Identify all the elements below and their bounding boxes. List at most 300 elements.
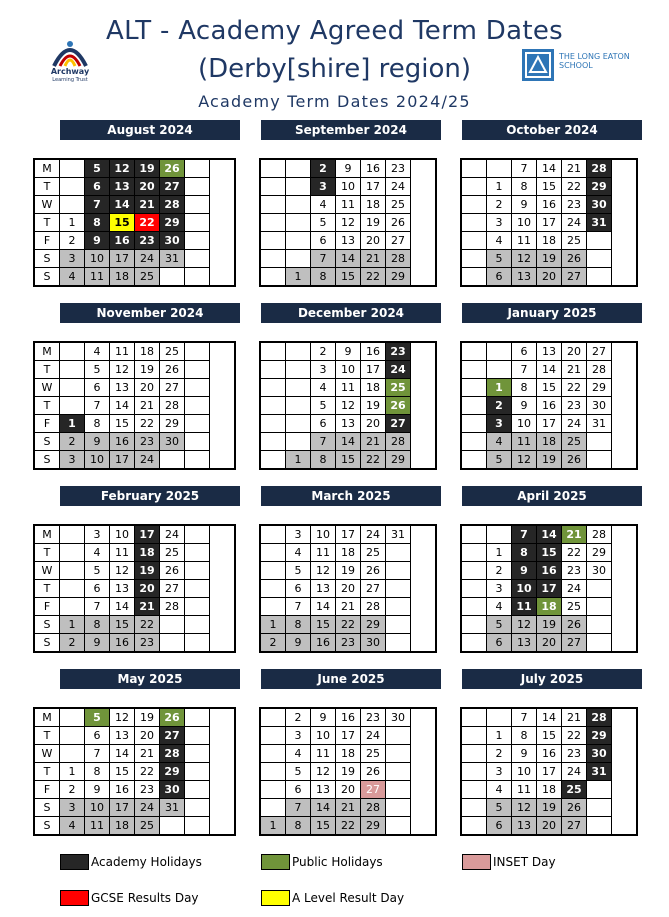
day-cell: 29	[386, 451, 411, 469]
empty-cell	[261, 781, 286, 799]
empty-cell	[587, 232, 612, 250]
day-cell: 22	[135, 616, 160, 634]
inset_day-swatch	[462, 854, 491, 870]
day-cell: 28	[361, 799, 386, 817]
day-cell: 2	[487, 196, 512, 214]
month-header: March 2025	[261, 486, 441, 506]
day-cell: 9	[512, 196, 537, 214]
empty-cell	[386, 598, 411, 616]
day-cell: 27	[386, 232, 411, 250]
day-cell: 9	[85, 433, 110, 451]
day-cell: 13	[336, 415, 361, 433]
day-cell: 12	[512, 616, 537, 634]
empty-cell	[462, 709, 487, 727]
empty-cell	[462, 727, 487, 745]
day-cell: 21	[361, 433, 386, 451]
day-cell: 13	[512, 634, 537, 652]
day-label: S	[35, 616, 60, 634]
day-cell: 4	[487, 232, 512, 250]
day-cell: 25	[562, 232, 587, 250]
day-cell: 25	[361, 544, 386, 562]
day-cell: 22	[562, 544, 587, 562]
month-header: January 2025	[462, 303, 642, 323]
empty-cell	[487, 160, 512, 178]
day-cell: 22	[361, 268, 386, 286]
day-cell: 5	[487, 451, 512, 469]
day-cell: 2	[60, 634, 85, 652]
empty-cell	[261, 598, 286, 616]
empty-cell	[462, 634, 487, 652]
day-cell: 13	[311, 580, 336, 598]
day-cell: 20	[537, 634, 562, 652]
day-cell: 16	[537, 397, 562, 415]
day-cell: 12	[110, 361, 135, 379]
day-cell: 4	[85, 343, 110, 361]
day-cell: 2	[311, 160, 336, 178]
empty-cell	[185, 634, 210, 652]
day-cell: 23	[336, 634, 361, 652]
empty-cell	[286, 343, 311, 361]
empty-cell	[386, 616, 411, 634]
day-cell: 16	[110, 232, 135, 250]
empty-cell	[587, 433, 612, 451]
day-cell: 20	[135, 379, 160, 397]
logo-left-sub: Learning Trust	[52, 77, 88, 83]
day-label: T	[35, 214, 60, 232]
empty-cell	[185, 817, 210, 835]
empty-cell	[487, 361, 512, 379]
day-cell: 3	[60, 799, 85, 817]
day-cell: 5	[311, 214, 336, 232]
day-cell: 18	[110, 268, 135, 286]
empty-cell	[160, 634, 185, 652]
empty-cell	[185, 379, 210, 397]
day-cell: 24	[135, 451, 160, 469]
day-cell: 16	[361, 343, 386, 361]
a_level_results-swatch	[261, 890, 290, 906]
day-cell: 19	[135, 709, 160, 727]
empty-cell	[60, 544, 85, 562]
empty-cell	[462, 361, 487, 379]
day-cell: 4	[286, 745, 311, 763]
day-label: F	[35, 415, 60, 433]
day-cell: 5	[85, 361, 110, 379]
day-cell: 3	[487, 763, 512, 781]
empty-cell	[261, 343, 286, 361]
day-cell: 20	[135, 178, 160, 196]
day-cell: 16	[537, 745, 562, 763]
empty-cell	[160, 616, 185, 634]
day-cell: 14	[110, 745, 135, 763]
day-cell: 8	[512, 727, 537, 745]
day-cell: 1	[60, 763, 85, 781]
day-cell: 25	[562, 433, 587, 451]
empty-cell	[462, 268, 487, 286]
empty-cell	[185, 214, 210, 232]
page-title: ALT - Academy Agreed Term Dates	[106, 16, 563, 46]
day-cell: 5	[286, 763, 311, 781]
day-cell: 13	[512, 268, 537, 286]
day-cell: 16	[537, 562, 562, 580]
day-cell: 4	[487, 781, 512, 799]
day-cell: 31	[587, 763, 612, 781]
day-cell: 13	[311, 781, 336, 799]
day-cell: 10	[85, 451, 110, 469]
day-cell: 31	[160, 250, 185, 268]
day-cell: 11	[512, 781, 537, 799]
day-cell: 6	[487, 634, 512, 652]
empty-cell	[462, 214, 487, 232]
day-cell: 5	[85, 562, 110, 580]
public_holiday-swatch	[261, 854, 290, 870]
empty-cell	[487, 526, 512, 544]
day-cell: 23	[562, 196, 587, 214]
empty-cell	[261, 799, 286, 817]
empty-cell	[160, 268, 185, 286]
month-grid	[460, 707, 638, 836]
day-cell: 30	[587, 196, 612, 214]
day-cell: 26	[361, 763, 386, 781]
day-cell: 1	[487, 379, 512, 397]
day-label: S	[35, 634, 60, 652]
empty-cell	[286, 415, 311, 433]
day-label: T	[35, 727, 60, 745]
day-cell: 1	[261, 817, 286, 835]
empty-cell	[261, 397, 286, 415]
empty-cell	[185, 343, 210, 361]
month-header: February 2025	[60, 486, 240, 506]
day-cell: 27	[160, 580, 185, 598]
day-cell: 23	[135, 232, 160, 250]
day-cell: 27	[160, 178, 185, 196]
day-cell: 26	[562, 799, 587, 817]
day-cell: 21	[135, 745, 160, 763]
day-cell: 14	[336, 250, 361, 268]
empty-cell	[462, 580, 487, 598]
empty-cell	[386, 781, 411, 799]
day-cell: 18	[537, 433, 562, 451]
empty-cell	[185, 361, 210, 379]
day-cell: 17	[110, 250, 135, 268]
legend-label: Public Holidays	[292, 855, 383, 869]
day-cell: 1	[60, 214, 85, 232]
empty-cell	[462, 781, 487, 799]
day-cell: 26	[562, 616, 587, 634]
empty-cell	[185, 196, 210, 214]
empty-cell	[462, 763, 487, 781]
empty-cell	[587, 634, 612, 652]
day-cell: 8	[512, 178, 537, 196]
academy_holiday-swatch	[60, 854, 89, 870]
empty-cell	[261, 379, 286, 397]
day-cell: 7	[512, 526, 537, 544]
day-cell: 11	[512, 433, 537, 451]
month-grid	[460, 524, 638, 653]
empty-cell	[261, 526, 286, 544]
empty-cell	[60, 361, 85, 379]
day-cell: 20	[135, 727, 160, 745]
empty-cell	[462, 433, 487, 451]
day-cell: 10	[311, 727, 336, 745]
logo-left-name: Archway	[50, 67, 90, 76]
page-header	[0, 0, 669, 112]
day-cell: 28	[160, 196, 185, 214]
empty-cell	[462, 250, 487, 268]
day-cell: 27	[160, 379, 185, 397]
day-cell: 21	[562, 526, 587, 544]
day-cell: 5	[85, 160, 110, 178]
day-cell: 1	[60, 415, 85, 433]
day-cell: 1	[487, 727, 512, 745]
day-cell: 19	[537, 250, 562, 268]
day-cell: 31	[587, 214, 612, 232]
day-cell: 7	[85, 196, 110, 214]
day-cell: 17	[336, 526, 361, 544]
day-cell: 26	[160, 160, 185, 178]
day-cell: 30	[587, 562, 612, 580]
empty-cell	[60, 397, 85, 415]
day-cell: 19	[361, 214, 386, 232]
day-cell: 11	[336, 196, 361, 214]
day-cell: 25	[135, 817, 160, 835]
day-label: W	[35, 745, 60, 763]
empty-cell	[185, 781, 210, 799]
day-cell: 9	[85, 781, 110, 799]
day-label: T	[35, 763, 60, 781]
day-cell: 10	[512, 415, 537, 433]
day-cell: 23	[562, 745, 587, 763]
day-cell: 4	[311, 196, 336, 214]
empty-cell	[185, 433, 210, 451]
empty-cell	[185, 709, 210, 727]
day-cell: 28	[587, 526, 612, 544]
day-cell: 2	[60, 433, 85, 451]
empty-cell	[60, 709, 85, 727]
empty-cell	[185, 232, 210, 250]
empty-cell	[286, 178, 311, 196]
day-cell: 30	[587, 397, 612, 415]
day-cell: 24	[361, 727, 386, 745]
day-cell: 31	[587, 415, 612, 433]
day-cell: 19	[135, 361, 160, 379]
day-cell: 17	[537, 214, 562, 232]
day-label: S	[35, 433, 60, 451]
day-cell: 4	[60, 817, 85, 835]
day-cell: 3	[60, 250, 85, 268]
day-cell: 19	[336, 562, 361, 580]
day-cell: 7	[85, 745, 110, 763]
day-label: T	[35, 397, 60, 415]
day-cell: 15	[537, 727, 562, 745]
day-cell: 26	[160, 361, 185, 379]
day-label: T	[35, 544, 60, 562]
day-cell: 6	[286, 580, 311, 598]
day-cell: 12	[336, 214, 361, 232]
day-cell: 10	[311, 526, 336, 544]
empty-cell	[261, 268, 286, 286]
day-cell: 3	[286, 526, 311, 544]
empty-cell	[462, 415, 487, 433]
day-cell: 6	[487, 268, 512, 286]
empty-cell	[261, 214, 286, 232]
empty-cell	[587, 781, 612, 799]
day-cell: 8	[311, 451, 336, 469]
day-cell: 12	[110, 709, 135, 727]
day-cell: 24	[386, 178, 411, 196]
day-cell: 16	[311, 634, 336, 652]
day-cell: 3	[311, 178, 336, 196]
day-cell: 13	[110, 727, 135, 745]
day-cell: 14	[110, 598, 135, 616]
day-cell: 8	[85, 616, 110, 634]
day-cell: 18	[135, 343, 160, 361]
month-header: August 2024	[60, 120, 240, 140]
day-cell: 2	[286, 709, 311, 727]
day-cell: 29	[160, 415, 185, 433]
day-cell: 14	[110, 196, 135, 214]
day-label: S	[35, 451, 60, 469]
empty-cell	[587, 451, 612, 469]
day-cell: 28	[587, 709, 612, 727]
month-header: April 2025	[462, 486, 642, 506]
day-cell: 29	[361, 817, 386, 835]
day-cell: 3	[487, 580, 512, 598]
day-cell: 23	[361, 709, 386, 727]
empty-cell	[185, 616, 210, 634]
day-cell: 19	[537, 451, 562, 469]
gcse_results-swatch	[60, 890, 89, 906]
day-cell: 24	[386, 361, 411, 379]
day-cell: 10	[85, 250, 110, 268]
empty-cell	[261, 451, 286, 469]
day-cell: 8	[286, 817, 311, 835]
empty-cell	[462, 799, 487, 817]
day-cell: 14	[336, 433, 361, 451]
day-cell: 22	[135, 763, 160, 781]
month-grid	[259, 707, 437, 836]
day-cell: 19	[336, 763, 361, 781]
day-cell: 11	[110, 544, 135, 562]
day-cell: 18	[537, 598, 562, 616]
empty-cell	[462, 598, 487, 616]
day-cell: 25	[160, 343, 185, 361]
month-header: July 2025	[462, 669, 642, 689]
day-cell: 1	[286, 451, 311, 469]
day-label: W	[35, 196, 60, 214]
empty-cell	[60, 598, 85, 616]
day-cell: 2	[487, 397, 512, 415]
day-label: F	[35, 232, 60, 250]
empty-cell	[462, 343, 487, 361]
day-cell: 28	[587, 160, 612, 178]
day-label: T	[35, 361, 60, 379]
day-cell: 20	[537, 817, 562, 835]
empty-cell	[261, 745, 286, 763]
day-cell: 16	[110, 781, 135, 799]
day-cell: 11	[512, 232, 537, 250]
day-cell: 4	[311, 379, 336, 397]
day-cell: 28	[160, 397, 185, 415]
day-cell: 22	[361, 451, 386, 469]
day-cell: 2	[60, 232, 85, 250]
month-grid	[33, 524, 236, 653]
empty-cell	[286, 160, 311, 178]
day-cell: 5	[487, 616, 512, 634]
day-cell: 6	[85, 379, 110, 397]
day-cell: 4	[85, 544, 110, 562]
day-cell: 20	[336, 580, 361, 598]
day-cell: 18	[537, 781, 562, 799]
day-cell: 10	[336, 361, 361, 379]
day-cell: 27	[562, 817, 587, 835]
empty-cell	[462, 196, 487, 214]
empty-cell	[60, 379, 85, 397]
day-cell: 15	[110, 214, 135, 232]
day-cell: 21	[562, 709, 587, 727]
empty-cell	[286, 397, 311, 415]
day-cell: 20	[537, 268, 562, 286]
empty-cell	[185, 562, 210, 580]
day-cell: 18	[135, 544, 160, 562]
day-cell: 29	[361, 616, 386, 634]
empty-cell	[185, 178, 210, 196]
day-cell: 7	[311, 250, 336, 268]
day-cell: 23	[135, 781, 160, 799]
day-label: T	[35, 580, 60, 598]
day-label: S	[35, 250, 60, 268]
empty-cell	[261, 763, 286, 781]
empty-cell	[386, 745, 411, 763]
page-title-region: (Derby[shire] region)	[197, 54, 472, 84]
day-cell: 26	[562, 451, 587, 469]
day-cell: 26	[160, 562, 185, 580]
day-cell: 21	[562, 160, 587, 178]
day-cell: 6	[286, 781, 311, 799]
legend-label: Academy Holidays	[91, 855, 202, 869]
day-cell: 8	[286, 616, 311, 634]
page-subtitle: Academy Term Dates 2024/25	[198, 92, 471, 111]
day-cell: 18	[537, 232, 562, 250]
day-cell: 7	[286, 799, 311, 817]
day-cell: 8	[85, 415, 110, 433]
day-cell: 15	[537, 178, 562, 196]
day-cell: 8	[311, 268, 336, 286]
day-cell: 15	[537, 379, 562, 397]
day-cell: 28	[160, 598, 185, 616]
day-cell: 6	[85, 727, 110, 745]
day-cell: 6	[512, 343, 537, 361]
day-cell: 27	[562, 634, 587, 652]
day-cell: 25	[562, 781, 587, 799]
day-cell: 10	[110, 526, 135, 544]
day-cell: 21	[135, 598, 160, 616]
day-cell: 14	[110, 397, 135, 415]
month-grid	[33, 158, 236, 287]
empty-cell	[261, 580, 286, 598]
day-cell: 16	[110, 433, 135, 451]
empty-cell	[60, 526, 85, 544]
day-cell: 7	[512, 160, 537, 178]
day-cell: 6	[487, 817, 512, 835]
empty-cell	[261, 232, 286, 250]
empty-cell	[185, 526, 210, 544]
month-header: May 2025	[60, 669, 240, 689]
empty-cell	[185, 580, 210, 598]
empty-cell	[60, 343, 85, 361]
empty-cell	[261, 178, 286, 196]
day-cell: 22	[336, 616, 361, 634]
day-cell: 28	[361, 598, 386, 616]
